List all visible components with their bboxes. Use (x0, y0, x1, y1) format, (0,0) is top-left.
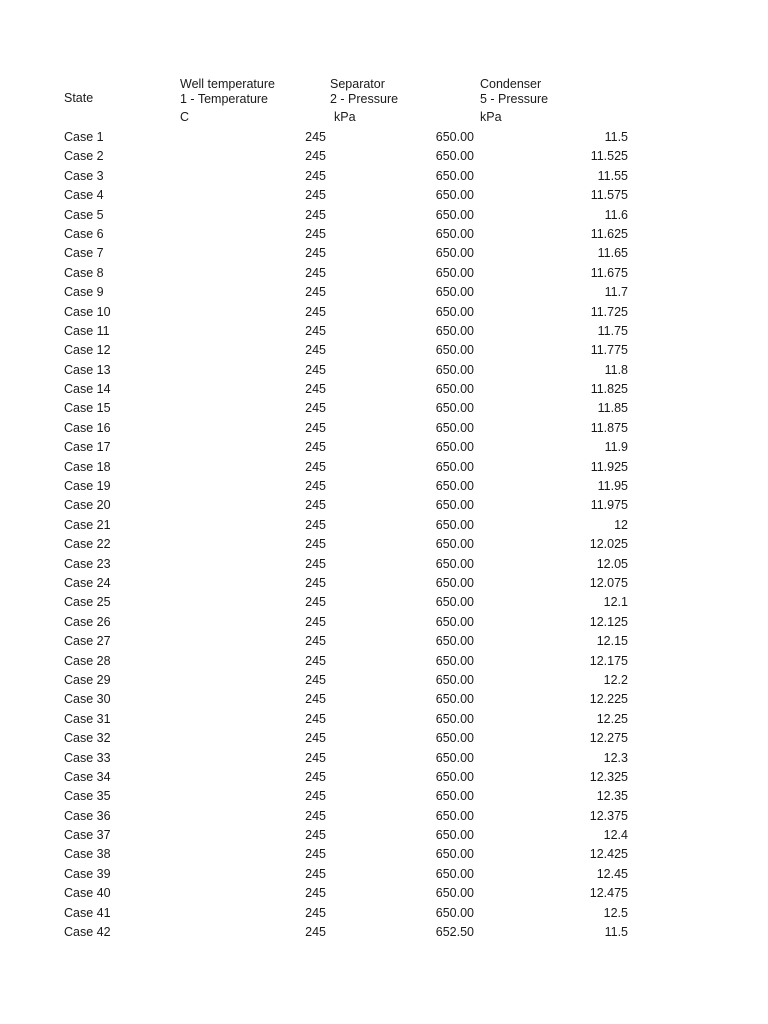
header-separator-unit: kPa (334, 110, 356, 124)
separator-pressure-cell: 650.00 (435, 556, 474, 571)
well-temperature-cell: 245 (305, 188, 326, 203)
state-cell: Case 42 (64, 925, 111, 940)
condenser-pressure-cell: 11.675 (590, 265, 628, 280)
condenser-pressure-cell: 12.15 (596, 634, 628, 649)
condenser-pressure-cell: 12.425 (589, 847, 628, 862)
condenser-pressure-cell: 11.75 (597, 323, 628, 338)
condenser-pressure-cell: 12.475 (589, 886, 628, 901)
condenser-pressure-cell: 12.4 (603, 828, 628, 843)
separator-pressure-cell: 650.00 (435, 750, 474, 765)
separator-pressure-cell: 650.00 (435, 886, 474, 901)
condenser-pressure-cell: 12.225 (589, 692, 628, 707)
state-cell: Case 9 (64, 285, 104, 300)
well-temperature-cell: 245 (305, 556, 326, 571)
well-temperature-cell: 245 (305, 362, 326, 377)
table-row (0, 807, 768, 826)
separator-pressure-cell: 650.00 (435, 420, 474, 435)
well-temperature-cell: 245 (305, 479, 326, 494)
condenser-pressure-cell: 12.05 (596, 556, 628, 571)
separator-pressure-cell: 650.00 (435, 672, 474, 687)
table-row (0, 923, 768, 942)
table-row (0, 516, 768, 535)
state-cell: Case 27 (64, 634, 111, 649)
separator-pressure-cell: 650.00 (435, 595, 474, 610)
separator-pressure-cell: 650.00 (435, 479, 474, 494)
table-row (0, 787, 768, 806)
condenser-pressure-cell: 11.725 (590, 304, 628, 319)
well-temperature-cell: 245 (305, 789, 326, 804)
table-row (0, 128, 768, 147)
table-row (0, 613, 768, 632)
separator-pressure-cell: 650.00 (435, 343, 474, 358)
table-row (0, 593, 768, 612)
well-temperature-cell: 245 (305, 886, 326, 901)
state-cell: Case 17 (64, 440, 111, 455)
header-condenser-variable: 5 - Pressure (480, 92, 549, 106)
separator-pressure-cell: 650.00 (435, 323, 474, 338)
state-cell: Case 10 (64, 304, 111, 319)
separator-pressure-cell: 650.00 (435, 168, 474, 183)
table-row (0, 710, 768, 729)
separator-pressure-cell: 650.00 (435, 711, 474, 726)
well-temperature-cell: 245 (305, 905, 326, 920)
condenser-pressure-cell: 12.325 (589, 769, 628, 784)
table-row (0, 749, 768, 768)
well-temperature-cell: 245 (305, 692, 326, 707)
separator-pressure-cell: 650.00 (435, 130, 474, 144)
state-cell: Case 39 (64, 866, 111, 881)
table-row (0, 845, 768, 864)
state-cell: Case 31 (64, 711, 111, 726)
table-row (0, 826, 768, 845)
separator-pressure-cell: 650.00 (435, 634, 474, 649)
well-temperature-cell: 245 (305, 498, 326, 513)
header-separator-variable: 2 - Pressure (330, 92, 399, 106)
state-cell: Case 11 (64, 323, 110, 338)
separator-pressure-cell: 650.00 (435, 304, 474, 319)
state-cell: Case 16 (64, 420, 111, 435)
well-temperature-cell: 245 (305, 828, 326, 843)
condenser-pressure-cell: 11.525 (590, 149, 628, 164)
state-cell: Case 14 (64, 382, 111, 397)
condenser-pressure-cell: 11.925 (590, 459, 628, 474)
table-row (0, 399, 768, 418)
separator-pressure-cell: 650.00 (435, 440, 474, 455)
table-row (0, 322, 768, 341)
state-cell: Case 22 (64, 537, 111, 552)
separator-pressure-cell: 650.00 (435, 207, 474, 222)
well-temperature-cell: 245 (305, 343, 326, 358)
well-temperature-cell: 245 (305, 731, 326, 746)
condenser-pressure-cell: 12.3 (603, 750, 628, 765)
well-temperature-cell: 245 (305, 285, 326, 300)
table-row (0, 419, 768, 438)
separator-pressure-cell: 650.00 (435, 828, 474, 843)
well-temperature-cell: 245 (305, 130, 326, 144)
condenser-pressure-cell: 11.55 (597, 168, 628, 183)
table-row (0, 671, 768, 690)
table-row (0, 904, 768, 923)
state-cell: Case 5 (64, 207, 104, 222)
table-row (0, 535, 768, 554)
separator-pressure-cell: 652.50 (435, 925, 474, 940)
condenser-pressure-cell: 11.5 (604, 130, 628, 144)
condenser-pressure-cell: 11.775 (590, 343, 628, 358)
state-cell: Case 36 (64, 808, 111, 823)
table-row (0, 361, 768, 380)
separator-pressure-cell: 650.00 (435, 731, 474, 746)
state-cell: Case 8 (64, 265, 104, 280)
separator-pressure-cell: 650.00 (435, 285, 474, 300)
table-row (0, 458, 768, 477)
state-cell: Case 2 (64, 149, 104, 164)
table-row (0, 652, 768, 671)
table-row (0, 244, 768, 263)
state-cell: Case 15 (64, 401, 111, 416)
state-cell: Case 4 (64, 188, 104, 203)
header-well-unit: C (180, 110, 190, 124)
state-cell: Case 35 (64, 789, 111, 804)
table-row (0, 477, 768, 496)
state-cell: Case 21 (64, 517, 111, 532)
condenser-pressure-cell: 12.25 (596, 711, 628, 726)
condenser-pressure-cell: 12.45 (596, 866, 628, 881)
separator-pressure-cell: 650.00 (435, 459, 474, 474)
table-row (0, 264, 768, 283)
condenser-pressure-cell: 11.65 (597, 246, 628, 261)
separator-pressure-cell: 650.00 (435, 188, 474, 203)
table-row (0, 303, 768, 322)
state-cell: Case 13 (64, 362, 111, 377)
header-separator-title: Separator (330, 77, 385, 91)
state-cell: Case 38 (64, 847, 111, 862)
state-cell: Case 20 (64, 498, 111, 513)
separator-pressure-cell: 650.00 (435, 905, 474, 920)
well-temperature-cell: 245 (305, 847, 326, 862)
table-row (0, 768, 768, 787)
well-temperature-cell: 245 (305, 614, 326, 629)
condenser-pressure-cell: 11.625 (590, 226, 628, 241)
well-temperature-cell: 245 (305, 925, 326, 940)
well-temperature-cell: 245 (305, 149, 326, 164)
well-temperature-cell: 245 (305, 420, 326, 435)
state-cell: Case 24 (64, 575, 111, 590)
state-cell: Case 18 (64, 459, 111, 474)
table-row (0, 341, 768, 360)
state-cell: Case 28 (64, 653, 111, 668)
condenser-pressure-cell: 11.875 (590, 420, 628, 435)
separator-pressure-cell: 650.00 (435, 401, 474, 416)
table-row (0, 632, 768, 651)
state-cell: Case 12 (64, 343, 111, 358)
well-temperature-cell: 245 (305, 459, 326, 474)
separator-pressure-cell: 650.00 (435, 226, 474, 241)
condenser-pressure-cell: 11.975 (590, 498, 628, 513)
condenser-pressure-cell: 11.575 (590, 188, 628, 203)
condenser-pressure-cell: 11.7 (604, 285, 628, 300)
well-temperature-cell: 245 (305, 866, 326, 881)
condenser-pressure-cell: 12 (614, 517, 628, 532)
well-temperature-cell: 245 (305, 440, 326, 455)
state-cell: Case 34 (64, 769, 111, 784)
table-row (0, 225, 768, 244)
well-temperature-cell: 245 (305, 517, 326, 532)
table-row (0, 186, 768, 205)
well-temperature-cell: 245 (305, 575, 326, 590)
table-row (0, 167, 768, 186)
separator-pressure-cell: 650.00 (435, 517, 474, 532)
well-temperature-cell: 245 (305, 304, 326, 319)
separator-pressure-cell: 650.00 (435, 246, 474, 261)
well-temperature-cell: 245 (305, 323, 326, 338)
separator-pressure-cell: 650.00 (435, 653, 474, 668)
well-temperature-cell: 245 (305, 808, 326, 823)
separator-pressure-cell: 650.00 (435, 808, 474, 823)
header-well-variable: 1 - Temperature (180, 92, 269, 106)
condenser-pressure-cell: 12.2 (603, 672, 628, 687)
well-temperature-cell: 245 (305, 537, 326, 552)
state-cell: Case 37 (64, 828, 111, 843)
condenser-pressure-cell: 12.025 (589, 537, 628, 552)
condenser-pressure-cell: 11.8 (604, 362, 628, 377)
table-row (0, 283, 768, 302)
state-cell: Case 40 (64, 886, 111, 901)
separator-pressure-cell: 650.00 (435, 382, 474, 397)
state-cell: Case 32 (64, 731, 111, 746)
condenser-pressure-cell: 12.275 (589, 731, 628, 746)
condenser-pressure-cell: 12.1 (603, 595, 628, 610)
table-row (0, 729, 768, 748)
state-cell: Case 25 (64, 595, 111, 610)
well-temperature-cell: 245 (305, 672, 326, 687)
state-cell: Case 3 (64, 168, 104, 183)
state-cell: Case 23 (64, 556, 111, 571)
well-temperature-cell: 245 (305, 226, 326, 241)
well-temperature-cell: 245 (305, 207, 326, 222)
well-temperature-cell: 245 (305, 769, 326, 784)
header-well-title: Well temperature (180, 77, 275, 91)
state-cell: Case 19 (64, 479, 111, 494)
condenser-pressure-cell: 11.5 (604, 925, 628, 940)
table-row (0, 147, 768, 166)
separator-pressure-cell: 650.00 (435, 537, 474, 552)
table-row (0, 555, 768, 574)
well-temperature-cell: 245 (305, 711, 326, 726)
condenser-pressure-cell: 11.95 (597, 479, 628, 494)
table-row (0, 438, 768, 457)
separator-pressure-cell: 650.00 (435, 265, 474, 280)
well-temperature-cell: 245 (305, 401, 326, 416)
table-row (0, 206, 768, 225)
state-cell: Case 26 (64, 614, 111, 629)
separator-pressure-cell: 650.00 (435, 498, 474, 513)
condenser-pressure-cell: 11.6 (604, 207, 628, 222)
condenser-pressure-cell: 11.825 (590, 382, 628, 397)
table-row (0, 380, 768, 399)
condenser-pressure-cell: 11.85 (597, 401, 628, 416)
separator-pressure-cell: 650.00 (435, 692, 474, 707)
state-cell: Case 6 (64, 226, 104, 241)
well-temperature-cell: 245 (305, 168, 326, 183)
state-cell: Case 29 (64, 672, 111, 687)
table-row (0, 574, 768, 593)
table-row (0, 884, 768, 903)
condenser-pressure-cell: 12.075 (589, 575, 628, 590)
well-temperature-cell: 245 (305, 750, 326, 765)
well-temperature-cell: 245 (305, 634, 326, 649)
separator-pressure-cell: 650.00 (435, 769, 474, 784)
condenser-pressure-cell: 11.9 (604, 440, 628, 455)
separator-pressure-cell: 650.00 (435, 149, 474, 164)
condenser-pressure-cell: 12.5 (603, 905, 628, 920)
well-temperature-cell: 245 (305, 246, 326, 261)
condenser-pressure-cell: 12.175 (589, 653, 628, 668)
well-temperature-cell: 245 (305, 382, 326, 397)
condenser-pressure-cell: 12.35 (596, 789, 628, 804)
state-cell: Case 41 (64, 905, 111, 920)
separator-pressure-cell: 650.00 (435, 614, 474, 629)
state-cell: Case 7 (64, 246, 104, 261)
well-temperature-cell: 245 (305, 653, 326, 668)
separator-pressure-cell: 650.00 (435, 866, 474, 881)
data-table (0, 128, 768, 942)
separator-pressure-cell: 650.00 (435, 789, 474, 804)
state-cell: Case 1 (64, 130, 104, 144)
well-temperature-cell: 245 (305, 265, 326, 280)
condenser-pressure-cell: 12.375 (589, 808, 628, 823)
state-cell: Case 30 (64, 692, 111, 707)
separator-pressure-cell: 650.00 (435, 847, 474, 862)
header-state: State (64, 91, 94, 105)
table-row (0, 496, 768, 515)
separator-pressure-cell: 650.00 (435, 575, 474, 590)
condenser-pressure-cell: 12.125 (589, 614, 628, 629)
separator-pressure-cell: 650.00 (435, 362, 474, 377)
state-cell: Case 33 (64, 750, 111, 765)
well-temperature-cell: 245 (305, 595, 326, 610)
table-row (0, 865, 768, 884)
header-condenser-title: Condenser (480, 77, 542, 91)
table-row (0, 690, 768, 709)
header-condenser-unit: kPa (480, 110, 502, 124)
